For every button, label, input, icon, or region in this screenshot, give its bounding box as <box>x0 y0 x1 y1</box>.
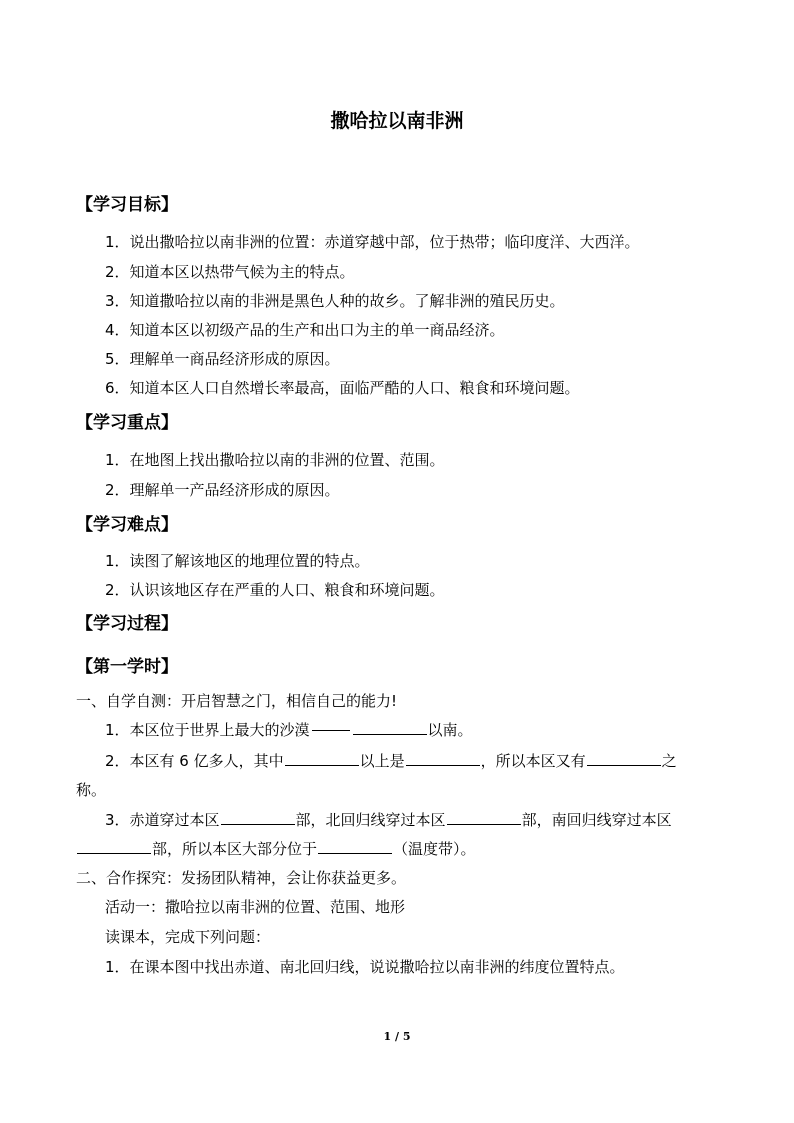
q2-text-c: ，所以本区又有 <box>480 752 586 770</box>
goal-item: 5．理解单一商品经济形成的原因。 <box>105 350 340 368</box>
q2-continuation: 称。 <box>76 781 107 799</box>
section-heading-difficult: 【学习难点】 <box>76 515 178 535</box>
goal-item: 1．说出撒哈拉以南非洲的位置：赤道穿越中部，位于热带；临印度洋、大西洋。 <box>105 233 640 251</box>
instruction-text: 读课本，完成下列问题： <box>105 928 271 946</box>
dash-line <box>312 730 350 731</box>
fill-blank[interactable] <box>77 839 151 854</box>
self-test-q1 <box>105 719 473 740</box>
fill-blank[interactable] <box>587 751 661 766</box>
self-test-q3-cont <box>76 838 476 859</box>
page-number: 1 / 5 <box>383 1030 411 1043</box>
section-heading-process: 【学习过程】 <box>76 614 178 634</box>
goal-item: 2．知道本区以热带气候为主的特点。 <box>105 263 355 281</box>
q3-text-c: 部，南回归线穿过本区 <box>521 811 672 829</box>
q3-text-a: 3．赤道穿过本区 <box>105 811 220 829</box>
q3-text-e: （温度带）。 <box>393 840 476 858</box>
q3-text-b: 部，北回归线穿过本区 <box>295 811 446 829</box>
activity-label: 活动一：撒哈拉以南非洲的位置、范围、地形 <box>105 898 406 916</box>
q1-text-b: 以南。 <box>427 721 473 739</box>
fill-blank[interactable] <box>447 810 521 825</box>
coop-question-1: 1．在课本图中找出赤道、南北回归线，说说撒哈拉以南非洲的纬度位置特点。 <box>105 958 625 976</box>
difficult-item: 1．读图了解该地区的地理位置的特点。 <box>105 552 370 570</box>
self-test-q2 <box>105 750 677 771</box>
section-heading-goals: 【学习目标】 <box>76 195 178 215</box>
q2-text-b: 以上是 <box>359 752 405 770</box>
self-test-q3 <box>105 809 672 830</box>
section-heading-key: 【学习重点】 <box>76 413 178 433</box>
coop-heading: 二、合作探究：发扬团队精神，会让你获益更多。 <box>76 869 407 887</box>
difficult-item: 2．认识该地区存在严重的人口、粮食和环境问题。 <box>105 581 445 599</box>
fill-blank[interactable] <box>221 810 295 825</box>
fill-blank[interactable] <box>406 751 480 766</box>
key-item: 2．理解单一产品经济形成的原因。 <box>105 481 340 499</box>
key-item: 1．在地图上找出撒哈拉以南的非洲的位置、范围。 <box>105 451 445 469</box>
fill-blank[interactable] <box>285 751 359 766</box>
q3-text-d: 部，所以本区大部分位于 <box>152 840 318 858</box>
page-title: 撒哈拉以南非洲 <box>330 110 464 132</box>
goal-item: 6．知道本区人口自然增长率最高，面临严酷的人口、粮食和环境问题。 <box>105 379 580 397</box>
fill-blank[interactable] <box>318 839 392 854</box>
q2-text-d: 之 <box>661 752 677 770</box>
goal-item: 3．知道撒哈拉以南的非洲是黑色人种的故乡。了解非洲的殖民历史。 <box>105 292 565 310</box>
self-test-heading: 一、自学自测：开启智慧之门，相信自己的能力! <box>76 692 398 710</box>
section-heading-period1: 【第一学时】 <box>76 657 178 677</box>
q1-text-a: 1．本区位于世界上最大的沙漠 <box>105 721 310 739</box>
goal-item: 4．知道本区以初级产品的生产和出口为主的单一商品经济。 <box>105 321 505 339</box>
fill-blank[interactable] <box>353 720 427 735</box>
q2-text-a: 2．本区有 6 亿多人，其中 <box>105 752 284 770</box>
